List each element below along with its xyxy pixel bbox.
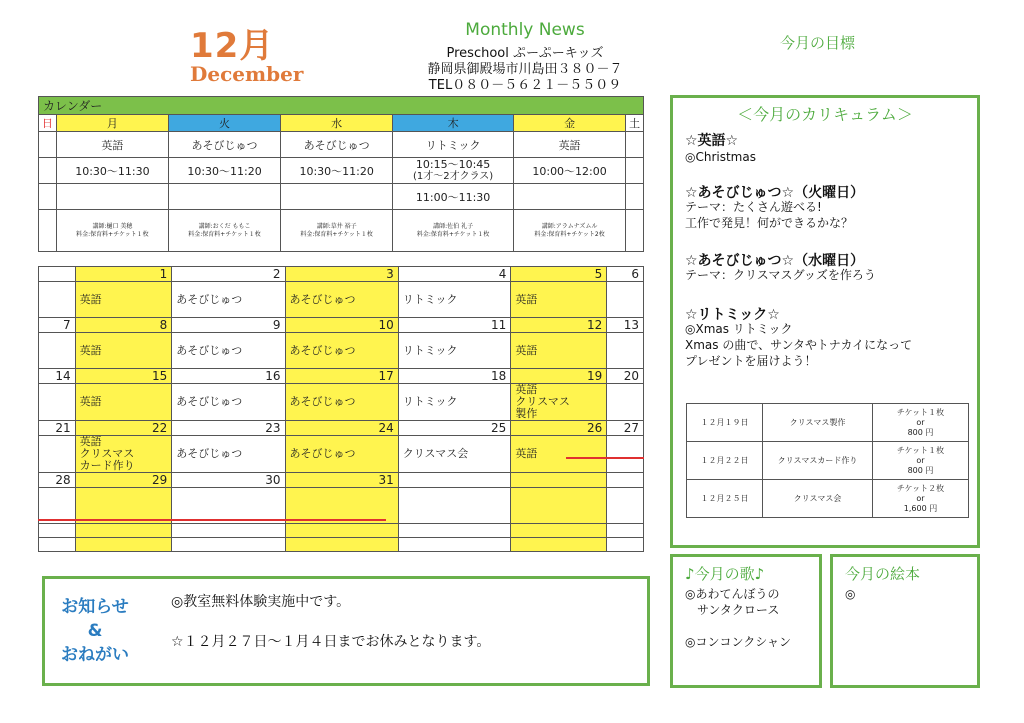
blank-cell	[285, 538, 398, 552]
teacher-cell	[626, 210, 644, 252]
teacher-cell	[281, 210, 393, 252]
teacher-name: 講師:草井 裕子	[316, 222, 357, 230]
date-number: 10	[285, 318, 398, 333]
date-entry: 英語	[511, 282, 607, 318]
subject-cell: あそびじゅつ	[281, 132, 393, 158]
date-entry	[607, 436, 644, 473]
date-number: 8	[75, 318, 172, 333]
song-box	[670, 554, 822, 688]
day-tue: 火	[168, 115, 280, 132]
date-number: 22	[75, 421, 172, 436]
blank-row	[39, 538, 644, 552]
day-thu: 木	[393, 115, 514, 132]
date-number: 9	[172, 318, 285, 333]
red-line	[38, 519, 386, 521]
date-entry: あそびじゅつ	[285, 384, 398, 421]
date-number: 30	[172, 473, 285, 488]
date-number: 29	[75, 473, 172, 488]
time-cell: 10:30～11:20	[168, 158, 280, 184]
month-number: 12月	[190, 26, 275, 66]
date-number: 16	[172, 369, 285, 384]
date-entry	[607, 488, 644, 524]
date-entry	[607, 282, 644, 318]
teacher-name: 講師:佐伯 礼子	[433, 222, 474, 230]
date-number: 13	[607, 318, 644, 333]
date-number: 17	[285, 369, 398, 384]
event-date: １２月１９日	[687, 404, 763, 442]
date-entry	[39, 384, 76, 421]
teacher-cell	[39, 210, 57, 252]
date-number: 26	[511, 421, 607, 436]
date-entry: 英語 クリスマス 製作	[511, 384, 607, 421]
rhythm-text: プレゼントを届けよう！	[685, 354, 817, 368]
notice-label-line: おねがい	[61, 645, 129, 665]
subject-cell: 英語	[514, 132, 626, 158]
event-name: クリスマスカード作り	[763, 442, 873, 480]
subject-cell: あそびじゅつ	[168, 132, 280, 158]
date-number: 24	[285, 421, 398, 436]
blank-cell	[75, 524, 172, 538]
week-entry-row	[39, 333, 644, 369]
date-entry: 英語	[75, 333, 172, 369]
date-entry	[398, 488, 511, 524]
date-number: 28	[39, 473, 76, 488]
teacher-fee: 料金:保育料+チケット１枚	[76, 230, 149, 238]
notice-box	[42, 576, 650, 686]
time-cell	[39, 184, 57, 210]
notice-label	[55, 595, 135, 667]
date-number: 5	[511, 267, 607, 282]
event-row	[687, 404, 969, 442]
date-number: 21	[39, 421, 76, 436]
date-entry: リトミック	[398, 333, 511, 369]
day-fri: 金	[514, 115, 626, 132]
blank-cell	[511, 524, 607, 538]
week-number-row	[39, 473, 644, 488]
school-address: 静岡県御殿場市川島田３８０－７	[427, 62, 623, 77]
blank-cell	[39, 524, 76, 538]
date-entry: あそびじゅつ	[285, 436, 398, 473]
week-number-row	[39, 318, 644, 333]
teacher-cell	[514, 210, 626, 252]
date-number: 25	[398, 421, 511, 436]
teacher-fee: 料金:保育料+チケット2枚	[534, 230, 605, 238]
blank-cell	[607, 538, 644, 552]
news-title: Monthly News	[465, 20, 585, 40]
blank-cell	[398, 538, 511, 552]
notice-line: ◎教室無料体験実施中です。	[171, 594, 351, 610]
time-cell: 10:00～12:00	[514, 158, 626, 184]
event-date: １２月２５日	[687, 480, 763, 518]
art-tue-text: テーマ：たくさん遊べる!	[685, 200, 822, 214]
weekly-schedule	[38, 96, 644, 252]
date-number	[39, 267, 76, 282]
date-number: 14	[39, 369, 76, 384]
time-cell: 11:00～11:30	[393, 184, 514, 210]
week-number-row	[39, 421, 644, 436]
book-line: ◎	[845, 587, 856, 601]
time-cell	[514, 184, 626, 210]
date-number: 4	[398, 267, 511, 282]
date-number: 23	[172, 421, 285, 436]
event-fee: チケット１枚 or 800 円	[873, 442, 969, 480]
song-line: サンタクロース	[697, 603, 780, 617]
date-entry: 英語	[511, 333, 607, 369]
event-date: １２月２２日	[687, 442, 763, 480]
date-entry: あそびじゅつ	[172, 282, 285, 318]
notice-label-line: お知らせ	[61, 597, 129, 617]
art-tue-text: 工作で発見！何ができるかな？	[685, 216, 854, 230]
date-entry: リトミック	[398, 282, 511, 318]
event-fee: チケット１枚 or 800 円	[873, 404, 969, 442]
date-entry	[39, 333, 76, 369]
time-cell	[626, 184, 644, 210]
time-cell	[168, 184, 280, 210]
date-number	[511, 473, 607, 488]
teacher-name: 講師:アラムナズムル	[541, 222, 598, 230]
song-title: ♪今月の歌♪	[685, 565, 765, 583]
date-entry: 英語 クリスマス カード作り	[75, 436, 172, 473]
book-box	[830, 554, 980, 688]
date-entry	[39, 282, 76, 318]
event-table	[686, 403, 969, 518]
month-english: December	[190, 62, 304, 86]
date-entry: あそびじゅつ	[172, 384, 285, 421]
notice-line: ☆１２月２７日～１月４日までお休みとなります。	[171, 634, 491, 650]
date-entry: 英語	[75, 384, 172, 421]
art-wed-text: テーマ：クリスマスグッズを作ろう	[685, 268, 876, 282]
time-cell: 10:30～11:30	[56, 158, 168, 184]
event-name: クリスマス会	[763, 480, 873, 518]
day-wed: 水	[281, 115, 393, 132]
subject-cell	[626, 132, 644, 158]
date-entry: 英語	[75, 282, 172, 318]
blank-cell	[172, 524, 285, 538]
art-tue-heading: ☆あそびじゅつ☆（火曜日）	[685, 185, 865, 201]
school-name: Preschool ぷーぷーキッズ	[446, 46, 604, 61]
date-entry: あそびじゅつ	[172, 436, 285, 473]
date-number: 11	[398, 318, 511, 333]
blank-cell	[285, 524, 398, 538]
teacher-cell	[393, 210, 514, 252]
event-name: クリスマス製作	[763, 404, 873, 442]
day-sun: 日	[39, 115, 57, 132]
art-wed-heading: ☆あそびじゅつ☆（水曜日）	[685, 253, 865, 269]
date-number: 7	[39, 318, 76, 333]
blank-cell	[607, 524, 644, 538]
subject-cell: リトミック	[393, 132, 514, 158]
time-cell	[56, 184, 168, 210]
blank-row	[39, 524, 644, 538]
red-line	[566, 457, 644, 459]
subject-cell: 英語	[56, 132, 168, 158]
month-calendar	[38, 266, 644, 552]
english-text: ◎Christmas	[685, 150, 756, 164]
time-note: (1才～2才クラス)	[412, 170, 494, 182]
school-tel: TEL０８０－５６２１－５５０９	[428, 78, 622, 93]
teacher-fee: 料金:保育料+チケット１枚	[188, 230, 261, 238]
teacher-fee: 料金:保育料+チケット１枚	[416, 230, 490, 238]
week-entry-row	[39, 282, 644, 318]
rhythm-text: ◎Xmas リトミック	[685, 322, 793, 336]
date-entry	[39, 436, 76, 473]
date-number: 18	[398, 369, 511, 384]
date-number: 6	[607, 267, 644, 282]
date-number: 19	[511, 369, 607, 384]
book-title: 今月の絵本	[845, 565, 921, 583]
song-line: ◎あわてんぼうの	[685, 587, 780, 601]
curriculum-title: ＜今月のカリキュラム＞	[737, 105, 913, 124]
blank-cell	[398, 524, 511, 538]
date-entry: リトミック	[398, 384, 511, 421]
time-text: 10:15～10:45	[415, 157, 491, 171]
date-number: 12	[511, 318, 607, 333]
teacher-cell	[56, 210, 168, 252]
date-entry: クリスマス会	[398, 436, 511, 473]
date-entry: 英語	[511, 436, 607, 473]
week-number-row	[39, 267, 644, 282]
time-cell: 10:30～11:20	[281, 158, 393, 184]
date-number: 20	[607, 369, 644, 384]
rhythm-text: Xmas の曲で、サンタやトナカイになって	[685, 338, 913, 352]
teacher-fee: 料金:保育料+チケット１枚	[300, 230, 373, 238]
teacher-cell	[168, 210, 280, 252]
date-number: 2	[172, 267, 285, 282]
week-entry-row	[39, 436, 644, 473]
day-mon: 月	[56, 115, 168, 132]
subject-cell	[39, 132, 57, 158]
teacher-name: 講師:樋口 美穂	[92, 222, 133, 230]
date-number	[607, 473, 644, 488]
blank-cell	[511, 538, 607, 552]
notice-label-line: &	[87, 621, 103, 641]
date-entry	[607, 384, 644, 421]
date-entry: あそびじゅつ	[285, 333, 398, 369]
rhythm-heading: ☆リトミック☆	[685, 307, 780, 323]
time-cell	[39, 158, 57, 184]
blank-cell	[39, 538, 76, 552]
day-sat: 土	[626, 115, 644, 132]
week-entry-row	[39, 384, 644, 421]
time-cell	[393, 158, 514, 184]
time-cell	[281, 184, 393, 210]
goal-title: 今月の目標	[780, 34, 856, 52]
blank-cell	[172, 538, 285, 552]
date-entry: あそびじゅつ	[285, 282, 398, 318]
date-entry: あそびじゅつ	[172, 333, 285, 369]
event-fee: チケット２枚 or 1,600 円	[873, 480, 969, 518]
song-line: ◎コンコンクシャン	[685, 635, 791, 649]
date-number: 27	[607, 421, 644, 436]
date-entry	[607, 333, 644, 369]
date-entry	[511, 488, 607, 524]
calendar-label: カレンダー	[39, 97, 644, 115]
date-number: 31	[285, 473, 398, 488]
english-heading: ☆英語☆	[685, 133, 739, 149]
week-number-row	[39, 369, 644, 384]
date-number: 3	[285, 267, 398, 282]
teacher-name: 講師:おくだ ももこ	[198, 222, 251, 230]
date-number: 1	[75, 267, 172, 282]
event-row	[687, 480, 969, 518]
date-number	[398, 473, 511, 488]
date-number: 15	[75, 369, 172, 384]
time-cell	[626, 158, 644, 184]
event-row	[687, 442, 969, 480]
blank-cell	[75, 538, 172, 552]
